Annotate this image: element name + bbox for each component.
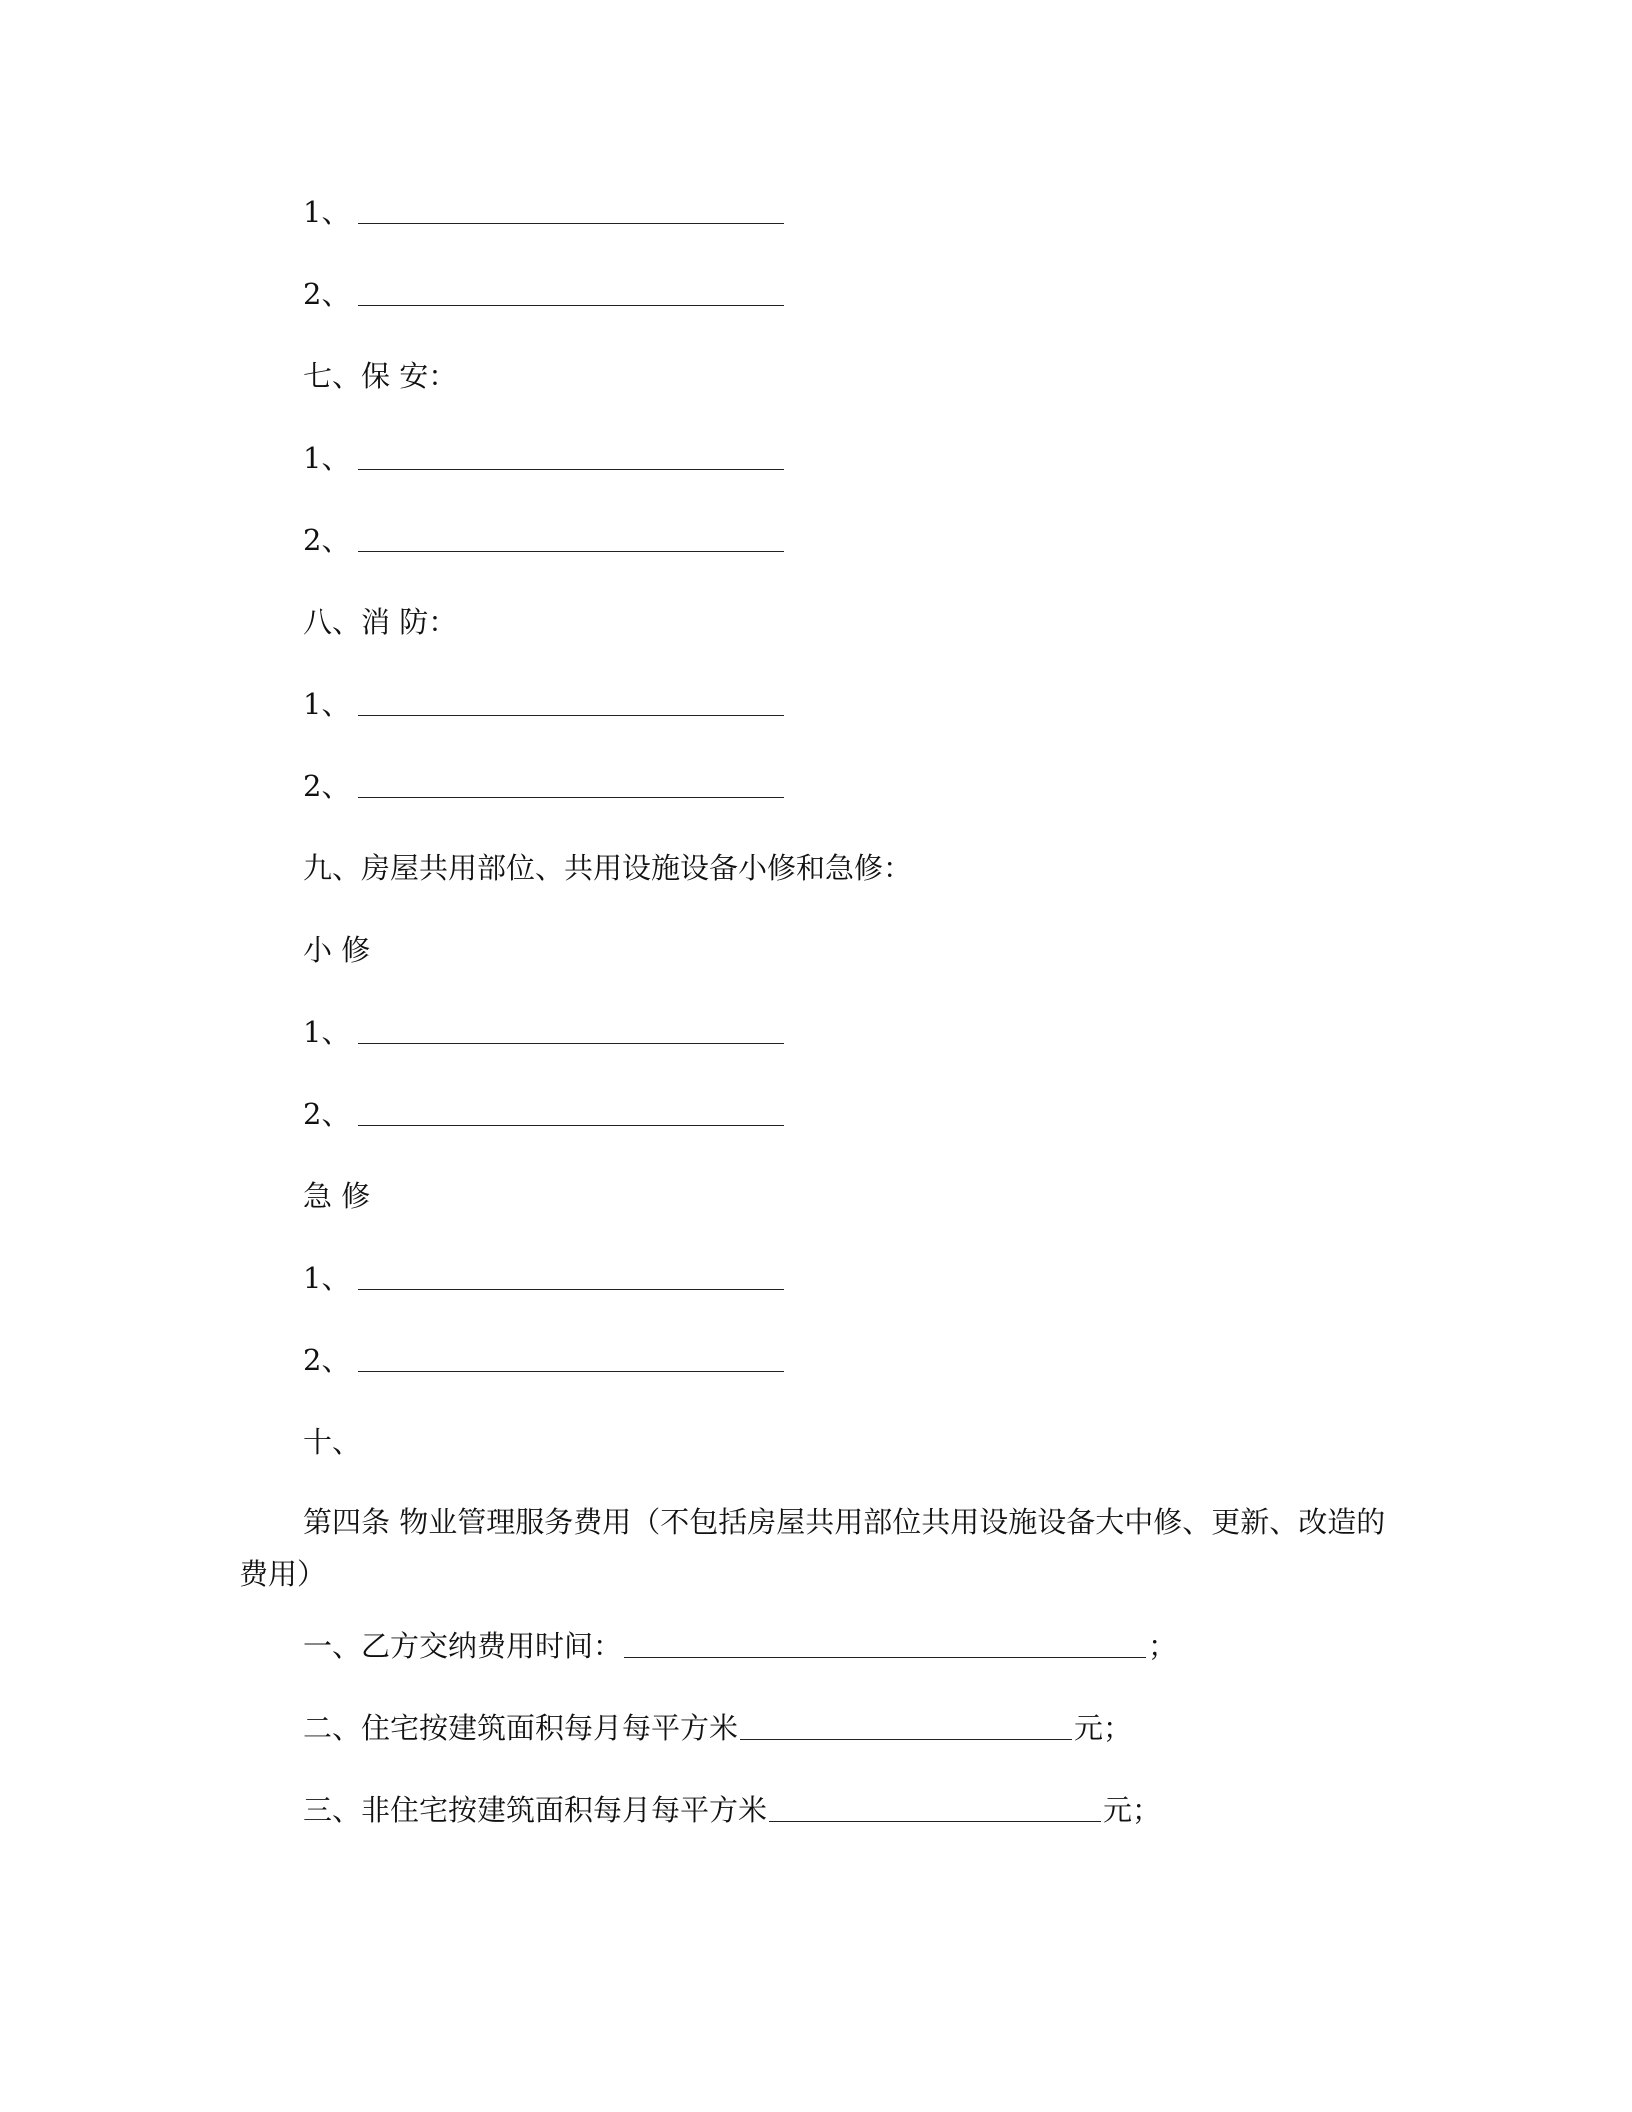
subsection-title-minor-repair: 小 修 <box>303 933 371 967</box>
fill-in-blank[interactable] <box>624 1657 1146 1658</box>
non-residential-fee-label: 三、非住宅按建筑面积每月每平方米 <box>303 1793 768 1827</box>
residential-fee-label: 二、住宅按建筑面积每月每平方米 <box>303 1711 739 1745</box>
fill-in-blank[interactable] <box>358 1371 784 1372</box>
fill-in-blank[interactable] <box>358 1125 784 1126</box>
non-residential-fee-unit: 元； <box>1103 1793 1162 1827</box>
fee-payment-time <box>303 1626 1177 1666</box>
section-title-fire: 八、消 防： <box>303 605 458 639</box>
fee-payment-time-end: ； <box>1148 1629 1178 1663</box>
item-number: 1、 <box>303 687 351 721</box>
article-4-heading: 第四条 物业管理服务费用（不包括房屋共用部位共用设施设备大中修、更新、改造的费用） <box>239 1505 1386 1591</box>
security-item-1 <box>303 438 784 478</box>
item-number: 2、 <box>303 523 351 557</box>
fill-in-blank[interactable] <box>358 223 784 224</box>
item-number: 2、 <box>303 277 351 311</box>
non-residential-fee <box>303 1790 1161 1830</box>
item-number: 1、 <box>303 441 351 475</box>
fire-item-1 <box>303 684 784 724</box>
security-prev-item-1 <box>303 192 784 232</box>
security-prev-item-2 <box>303 274 784 314</box>
item-number: 2、 <box>303 1343 351 1377</box>
security-item-2 <box>303 520 784 560</box>
subsection-title-urgent-repair: 急 修 <box>303 1179 371 1213</box>
fill-in-blank[interactable] <box>358 551 784 552</box>
item-number: 2、 <box>303 1097 351 1131</box>
fill-in-blank[interactable] <box>358 1043 784 1044</box>
fill-in-blank[interactable] <box>769 1821 1101 1822</box>
fee-payment-time-label: 一、乙方交纳费用时间： <box>303 1629 623 1663</box>
urgent-repair-item-2 <box>303 1340 784 1380</box>
residential-fee <box>303 1708 1132 1748</box>
section-title-repairs: 九、房屋共用部位、共用设施设备小修和急修： <box>303 851 913 885</box>
item-number: 1、 <box>303 1015 351 1049</box>
fill-in-blank[interactable] <box>358 715 784 716</box>
item-number: 2、 <box>303 769 351 803</box>
residential-fee-unit: 元； <box>1074 1711 1133 1745</box>
fill-in-blank[interactable] <box>358 469 784 470</box>
fill-in-blank[interactable] <box>740 1739 1072 1740</box>
minor-repair-item-2 <box>303 1094 784 1134</box>
minor-repair-item-1 <box>303 1012 784 1052</box>
urgent-repair-item-1 <box>303 1258 784 1298</box>
item-number: 1、 <box>303 195 351 229</box>
item-number: 1、 <box>303 1261 351 1295</box>
section-title-ten: 十、 <box>303 1425 362 1459</box>
section-title-security: 七、保 安： <box>303 359 458 393</box>
fill-in-blank[interactable] <box>358 797 784 798</box>
fire-item-2 <box>303 766 784 806</box>
fill-in-blank[interactable] <box>358 1289 784 1290</box>
fill-in-blank[interactable] <box>358 305 784 306</box>
